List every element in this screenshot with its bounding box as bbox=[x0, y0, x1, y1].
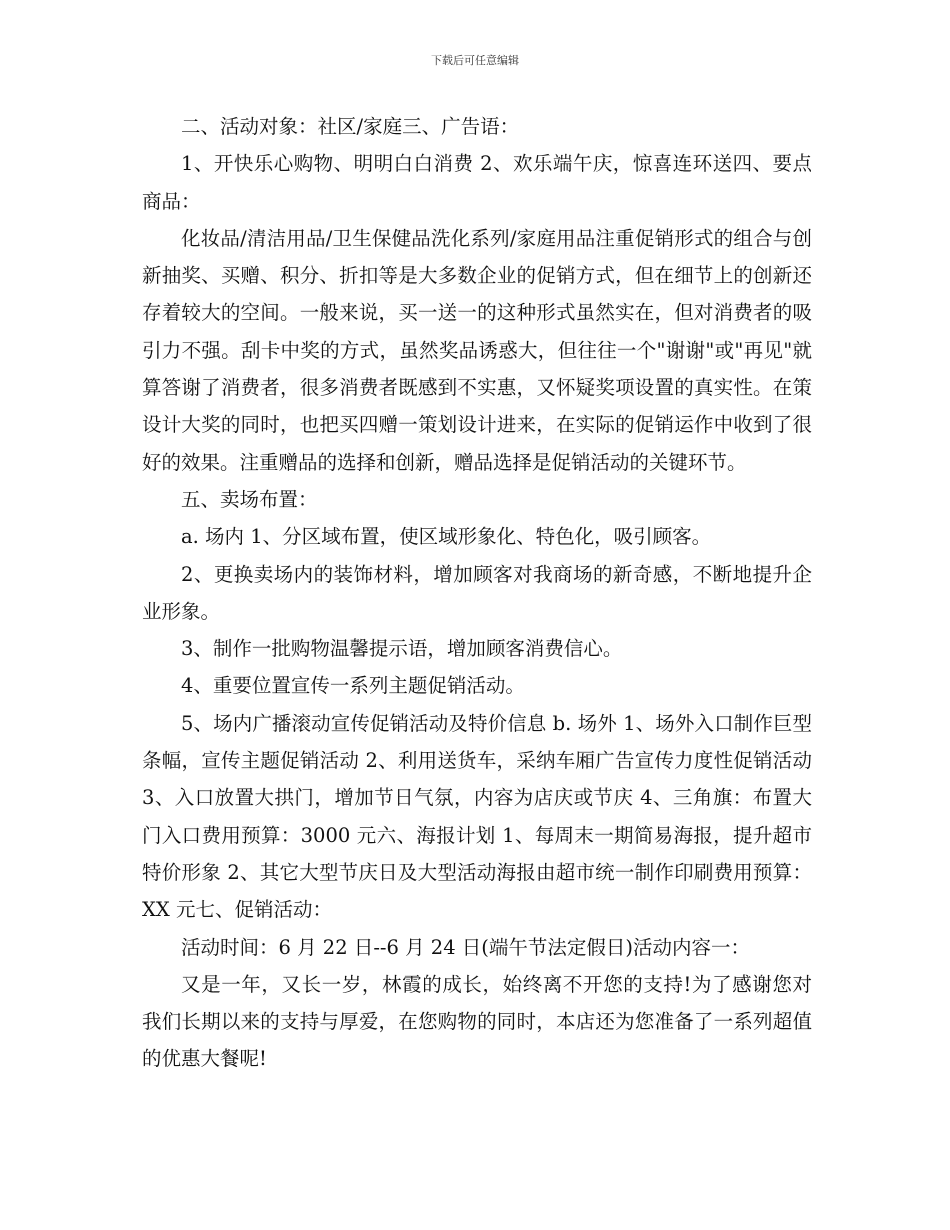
paragraph-key-products: 化妆品/清洁用品/卫生保健品洗化系列/家庭用品注重促销形式的组合与创新抽奖、买赠、积分、折扣等是大多数企业的促销方式，但在细节上的创新还存着较大的空间。一般来说，买一送一的这种形式虽然实在，但对消费者的吸引力不强。刮卡中奖的方式，虽然奖品诱惑大，但往往一个"谢谢"或"再见"就算答谢了消费者，很多消费者既感到不实惠，又怀疑奖项设置的真实性。在策设计大奖的同时，也把买四赠一策划设计进来，在实际的促销运作中收到了很好的效果。注重赠品的选择和创新，赠品选择是促销活动的关键环节。 bbox=[142, 226, 812, 474]
paragraph-slogans: 1、开快乐心购物、明明白白消费 2、欢乐端午庆，惊喜连环送四、要点商品： bbox=[142, 152, 812, 213]
paragraph-layout-item-1: a. 场内 1、分区域布置，使区域形象化、特色化，吸引顾客。 bbox=[181, 525, 712, 549]
paragraph-activity-intro: 又是一年，又长一岁，林霞的成长，始终离不开您的支持!为了感谢您对我们长期以来的支持与厚爱，在您购物的同时，本店还为您准备了一系列超值的优惠大餐呢! bbox=[142, 972, 812, 1071]
document-body bbox=[142, 108, 812, 1078]
page-header: 下载后可任意编辑 bbox=[431, 54, 519, 67]
paragraph-layout-item-4: 4、重要位置宣传一系列主题促销活动。 bbox=[181, 674, 525, 698]
paragraph-layout-item-3: 3、制作一批购物温馨提示语，增加顾客消费信心。 bbox=[181, 637, 623, 661]
paragraph-layout-item-2: 2、更换卖场内的装饰材料，增加顾客对我商场的新奇感，不断地提升企业形象。 bbox=[142, 562, 812, 623]
paragraph-activity-target: 二、活动对象：社区/家庭三、广告语： bbox=[181, 115, 520, 138]
paragraph-store-layout-heading: 五、卖场布置： bbox=[181, 487, 318, 511]
paragraph-layout-item-5: 5、场内广播滚动宣传促销活动及特价信息 b. 场外 1、场外入口制作巨型条幅，宣传主题促销活动 2、利用送货车，采纳车厢广告宣传力度性促销活动 3、入口放置大拱门，增加节日气氛，内容为店庆或节庆 4、三角旗：布置大门入口费用预算：3000 元六、海报计划 1、每周末一期简易海报，提升超市特价形象 2、其它大型节庆日及大型活动海报由超市统一制作印刷费用预算：XX 元七、促销活动： bbox=[142, 711, 812, 922]
paragraph-activity-time: 活动时间：6 月 22 日--6 月 24 日(端午节法定假日)活动内容一： bbox=[181, 935, 751, 959]
